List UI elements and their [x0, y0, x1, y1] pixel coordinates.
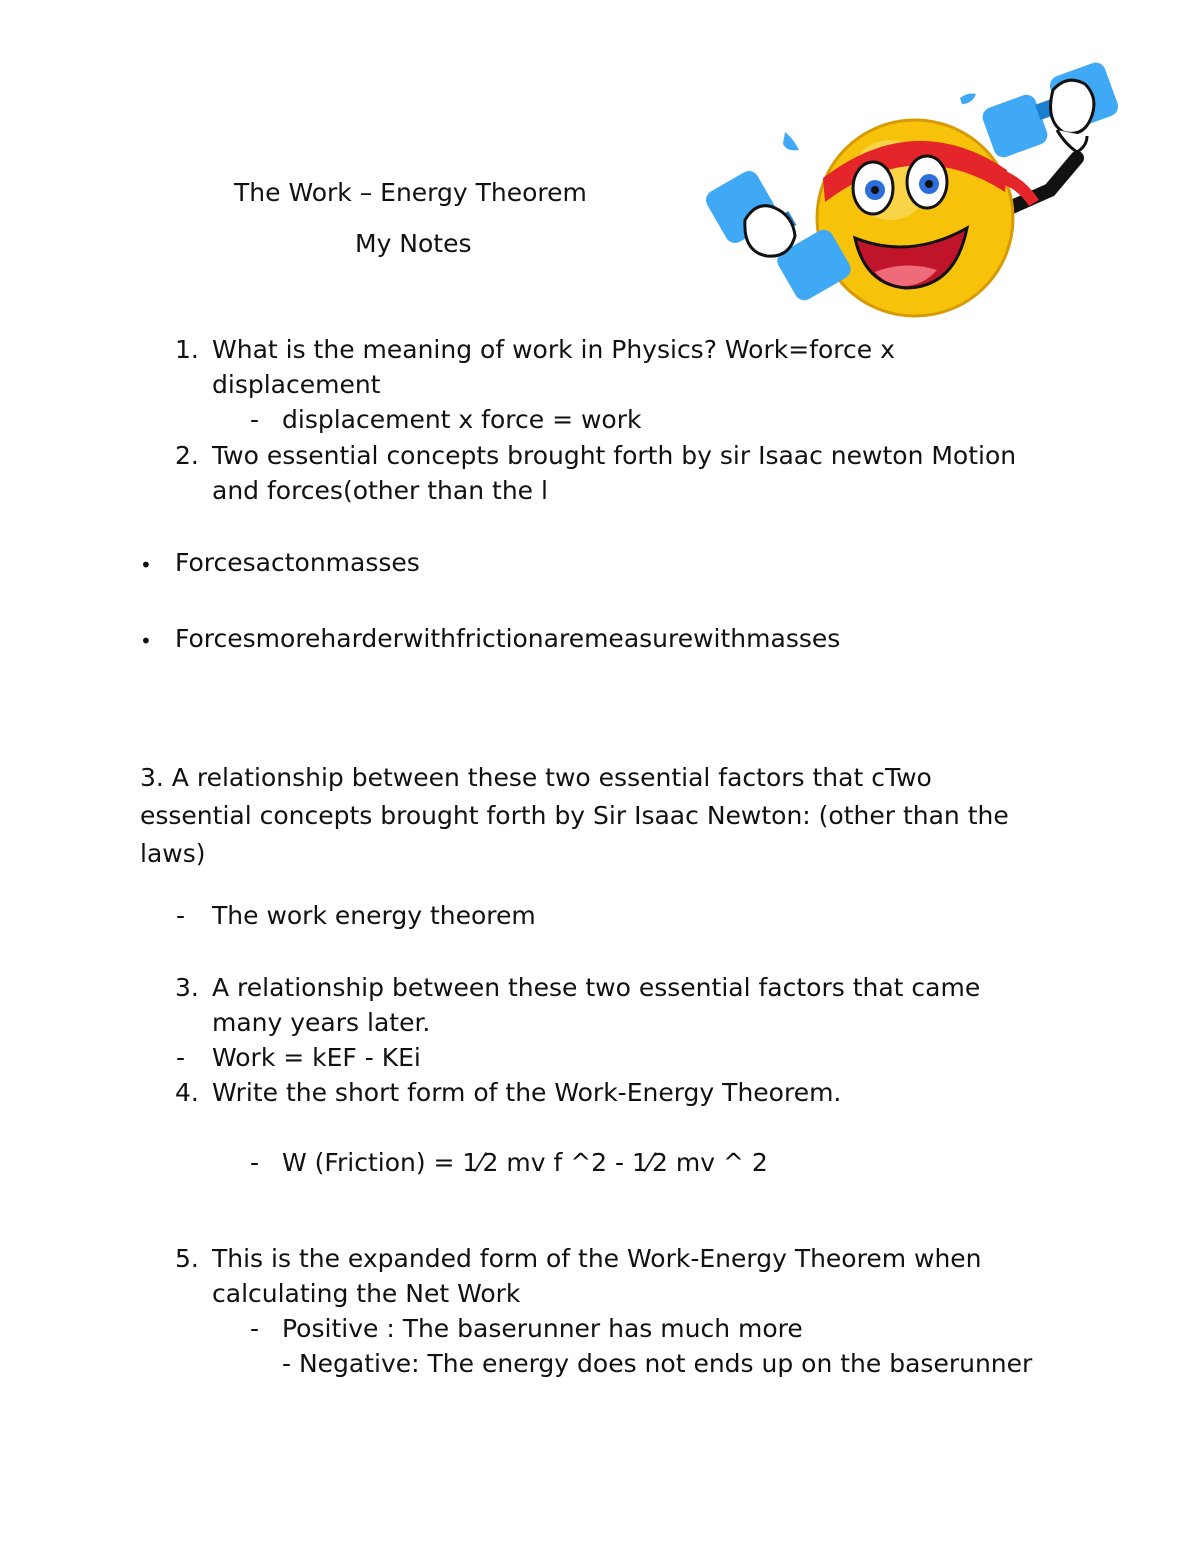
bullet-1-text: Forcesactonmasses [175, 548, 420, 577]
q3-answer-text: Work = kEF - KEi [212, 1043, 421, 1072]
para3-line1: 3. A relationship between these two essential factors that cTwo [140, 763, 932, 792]
bullet-2-glyph: • [140, 629, 152, 653]
q5-text-line2: calculating the Net Work [212, 1279, 521, 1308]
q1-number: 1. [175, 335, 199, 364]
bullet-1-glyph: • [140, 553, 152, 577]
para3-line3: laws) [140, 839, 206, 868]
q5-text-line1: This is the expanded form of the Work-Energy Theorem when [212, 1244, 982, 1273]
para3-answer-text: The work energy theorem [212, 901, 536, 930]
q5-negative-text: - Negative: The energy does not ends up on the baserunner [282, 1349, 1033, 1378]
document-subtitle: My Notes [355, 229, 472, 258]
para3-answer-dash: - [176, 901, 186, 930]
q4-number: 4. [175, 1078, 199, 1107]
q4-text-line1: Write the short form of the Work-Energy Theorem. [212, 1078, 842, 1107]
q3-number: 3. [175, 973, 199, 1002]
q1-text-line2: displacement [212, 370, 381, 399]
q3-text-line1: A relationship between these two essential factors that came [212, 973, 981, 1002]
q4-answer-dash: - [250, 1148, 260, 1177]
q1-text-line1: What is the meaning of work in Physics? Work=force x [212, 335, 895, 364]
document-title: The Work – Energy Theorem [234, 178, 587, 207]
para3-line2: essential concepts brought forth by Sir Isaac Newton: (other than the [140, 801, 1009, 830]
q1-answer-text: displacement x force = work [282, 405, 642, 434]
q3-text-line2: many years later. [212, 1008, 431, 1037]
q4-answer-text: W (Friction) = 1⁄2 mv f ^2 - 1⁄2 mv ^ 2 [282, 1148, 768, 1177]
q5-positive-text: Positive : The baserunner has much more [282, 1314, 803, 1343]
q5-number: 5. [175, 1244, 199, 1273]
q5-positive-dash: - [250, 1314, 260, 1343]
q2-text-line2: and forces(other than the l [212, 476, 548, 505]
q1-answer-dash: - [250, 405, 260, 434]
bullet-2-text: Forcesmoreharderwithfrictionaremeasurewithmasses [175, 624, 841, 653]
exercising-smiley-icon [705, 60, 1130, 330]
q2-text-line1: Two essential concepts brought forth by sir Isaac newton Motion [212, 441, 1017, 470]
q3-answer-dash: - [176, 1043, 186, 1072]
q2-number: 2. [175, 441, 199, 470]
